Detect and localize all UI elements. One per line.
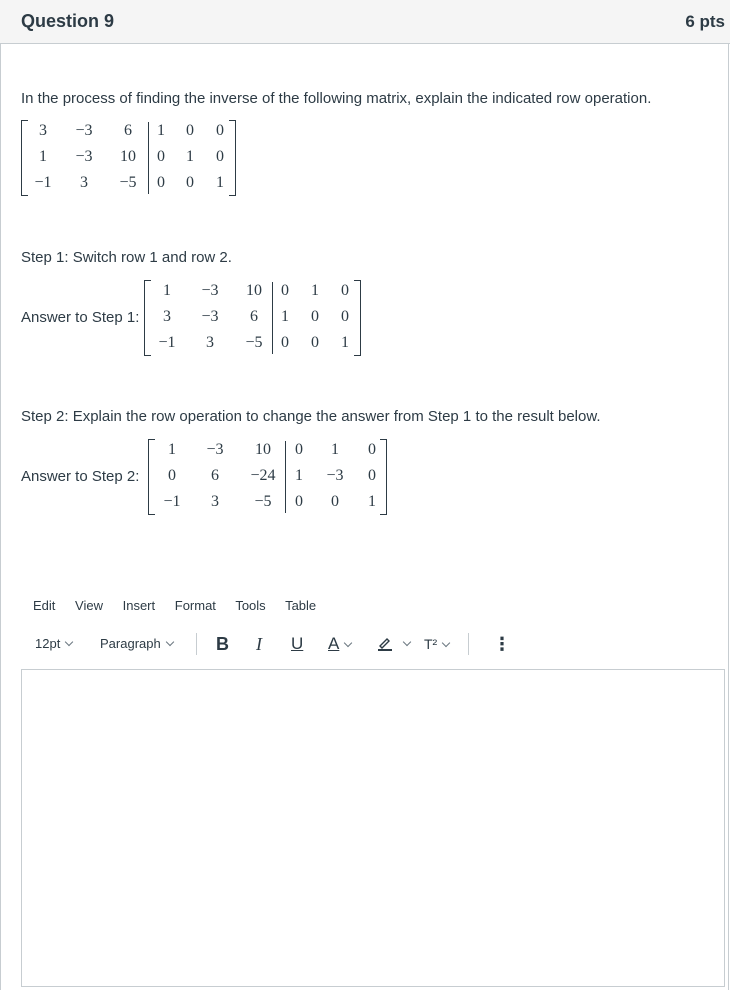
more-options-button[interactable]: ⋮ (493, 634, 511, 654)
chevron-down-icon (65, 638, 73, 646)
question-points: 6 pts (685, 12, 725, 31)
matrix-right-bracket (380, 439, 387, 515)
matrix-cell: 0 (368, 441, 376, 458)
menu-tools[interactable]: Tools (235, 598, 266, 613)
matrix-cell: −1 (163, 493, 181, 510)
matrix-cell: 6 (250, 308, 258, 325)
text-color-icon: A (328, 634, 340, 653)
matrix-cell: 10 (120, 148, 136, 165)
augment-divider (285, 441, 286, 513)
matrix-cell: 0 (341, 282, 349, 299)
matrix-cell: 3 (206, 334, 214, 351)
toolbar-separator (468, 633, 469, 655)
step1-answer-matrix (144, 280, 364, 358)
menu-view[interactable]: View (75, 598, 103, 613)
matrix-cell: 1 (281, 308, 289, 325)
highlighter-icon (376, 636, 398, 651)
matrix-cell: −3 (75, 122, 93, 139)
font-size-value: 12pt (35, 636, 61, 651)
chevron-down-icon (165, 638, 173, 646)
matrix-cell: 1 (341, 334, 349, 351)
matrix-cell: 0 (311, 308, 319, 325)
matrix-cell: 1 (186, 148, 194, 165)
bold-button[interactable]: B (216, 634, 229, 654)
step2-answer-label: Answer to Step 2: (21, 468, 140, 485)
matrix-cell: −5 (254, 493, 272, 510)
menu-format[interactable]: Format (174, 598, 216, 613)
step1-instruction: Step 1: Switch row 1 and row 2. (21, 249, 232, 266)
superscript-icon: T² (424, 636, 438, 652)
matrix-cell: 0 (341, 308, 349, 325)
matrix-cell: −3 (326, 467, 344, 484)
matrix-cell: −1 (34, 174, 52, 191)
matrix-cell: 1 (39, 148, 47, 165)
matrix-cell: −5 (245, 334, 263, 351)
matrix-cell: −3 (201, 282, 219, 299)
answer-editor[interactable] (21, 669, 725, 987)
matrix-cell: −3 (75, 148, 93, 165)
initial-matrix (21, 120, 241, 198)
editor-toolbar (21, 626, 725, 662)
matrix-cell: 1 (331, 441, 339, 458)
font-size-select[interactable] (35, 626, 72, 662)
matrix-cell: 0 (157, 174, 165, 191)
chevron-down-icon (402, 638, 410, 646)
matrix-cell: 0 (295, 493, 303, 510)
question-title: Question 9 (21, 11, 115, 31)
editor-menubar (33, 598, 332, 613)
step2-answer-matrix (148, 439, 388, 517)
toolbar-separator (196, 633, 197, 655)
matrix-cell: 0 (157, 148, 165, 165)
menu-edit[interactable]: Edit (33, 598, 56, 613)
italic-button[interactable]: I (256, 634, 262, 654)
matrix-cell: −1 (158, 334, 176, 351)
matrix-left-bracket (148, 439, 155, 515)
matrix-cell: 3 (80, 174, 88, 191)
menu-insert[interactable]: Insert (122, 598, 156, 613)
matrix-cell: 1 (216, 174, 224, 191)
matrix-cell: 0 (295, 441, 303, 458)
text-color-button[interactable] (328, 626, 351, 662)
matrix-cell: 3 (39, 122, 47, 139)
matrix-cell: 0 (311, 334, 319, 351)
block-format-select[interactable] (100, 626, 173, 662)
matrix-cell: 6 (211, 467, 219, 484)
step2-instruction: Step 2: Explain the row operation to change the answer from Step 1 to the result below. (21, 408, 601, 425)
matrix-left-bracket (144, 280, 151, 356)
step1-answer-label: Answer to Step 1: (21, 309, 140, 326)
augment-divider (148, 122, 149, 194)
underline-button[interactable]: U (291, 634, 304, 653)
matrix-left-bracket (21, 120, 28, 196)
question-header (0, 0, 730, 44)
matrix-cell: −24 (250, 467, 276, 484)
matrix-cell: 1 (168, 441, 176, 458)
superscript-button[interactable] (424, 626, 449, 662)
question-prompt: In the process of finding the inverse of the following matrix, explain the indicated row operation. (21, 90, 652, 107)
matrix-cell: 3 (211, 493, 219, 510)
chevron-down-icon (344, 639, 352, 647)
matrix-cell: 0 (281, 334, 289, 351)
matrix-cell: 0 (281, 282, 289, 299)
matrix-right-bracket (354, 280, 361, 356)
matrix-cell: 0 (216, 148, 224, 165)
matrix-cell: 1 (295, 467, 303, 484)
matrix-cell: 10 (246, 282, 262, 299)
matrix-cell: 1 (311, 282, 319, 299)
matrix-cell: 10 (255, 441, 271, 458)
matrix-cell: 1 (368, 493, 376, 510)
matrix-cell: 0 (186, 174, 194, 191)
matrix-cell: 0 (331, 493, 339, 510)
block-format-value: Paragraph (100, 636, 161, 651)
matrix-cell: −3 (206, 441, 224, 458)
chevron-down-icon (442, 639, 450, 647)
menu-table[interactable]: Table (285, 598, 317, 613)
matrix-cell: 0 (368, 467, 376, 484)
matrix-cell: −3 (201, 308, 219, 325)
matrix-cell: 3 (163, 308, 171, 325)
matrix-cell: 0 (168, 467, 176, 484)
matrix-cell: 1 (163, 282, 171, 299)
matrix-cell: 0 (216, 122, 224, 139)
matrix-right-bracket (229, 120, 236, 196)
matrix-cell: −5 (119, 174, 137, 191)
matrix-cell: 0 (186, 122, 194, 139)
highlight-color-button[interactable] (376, 626, 410, 662)
matrix-cell: 1 (157, 122, 165, 139)
matrix-cell: 6 (124, 122, 132, 139)
augment-divider (272, 282, 273, 354)
